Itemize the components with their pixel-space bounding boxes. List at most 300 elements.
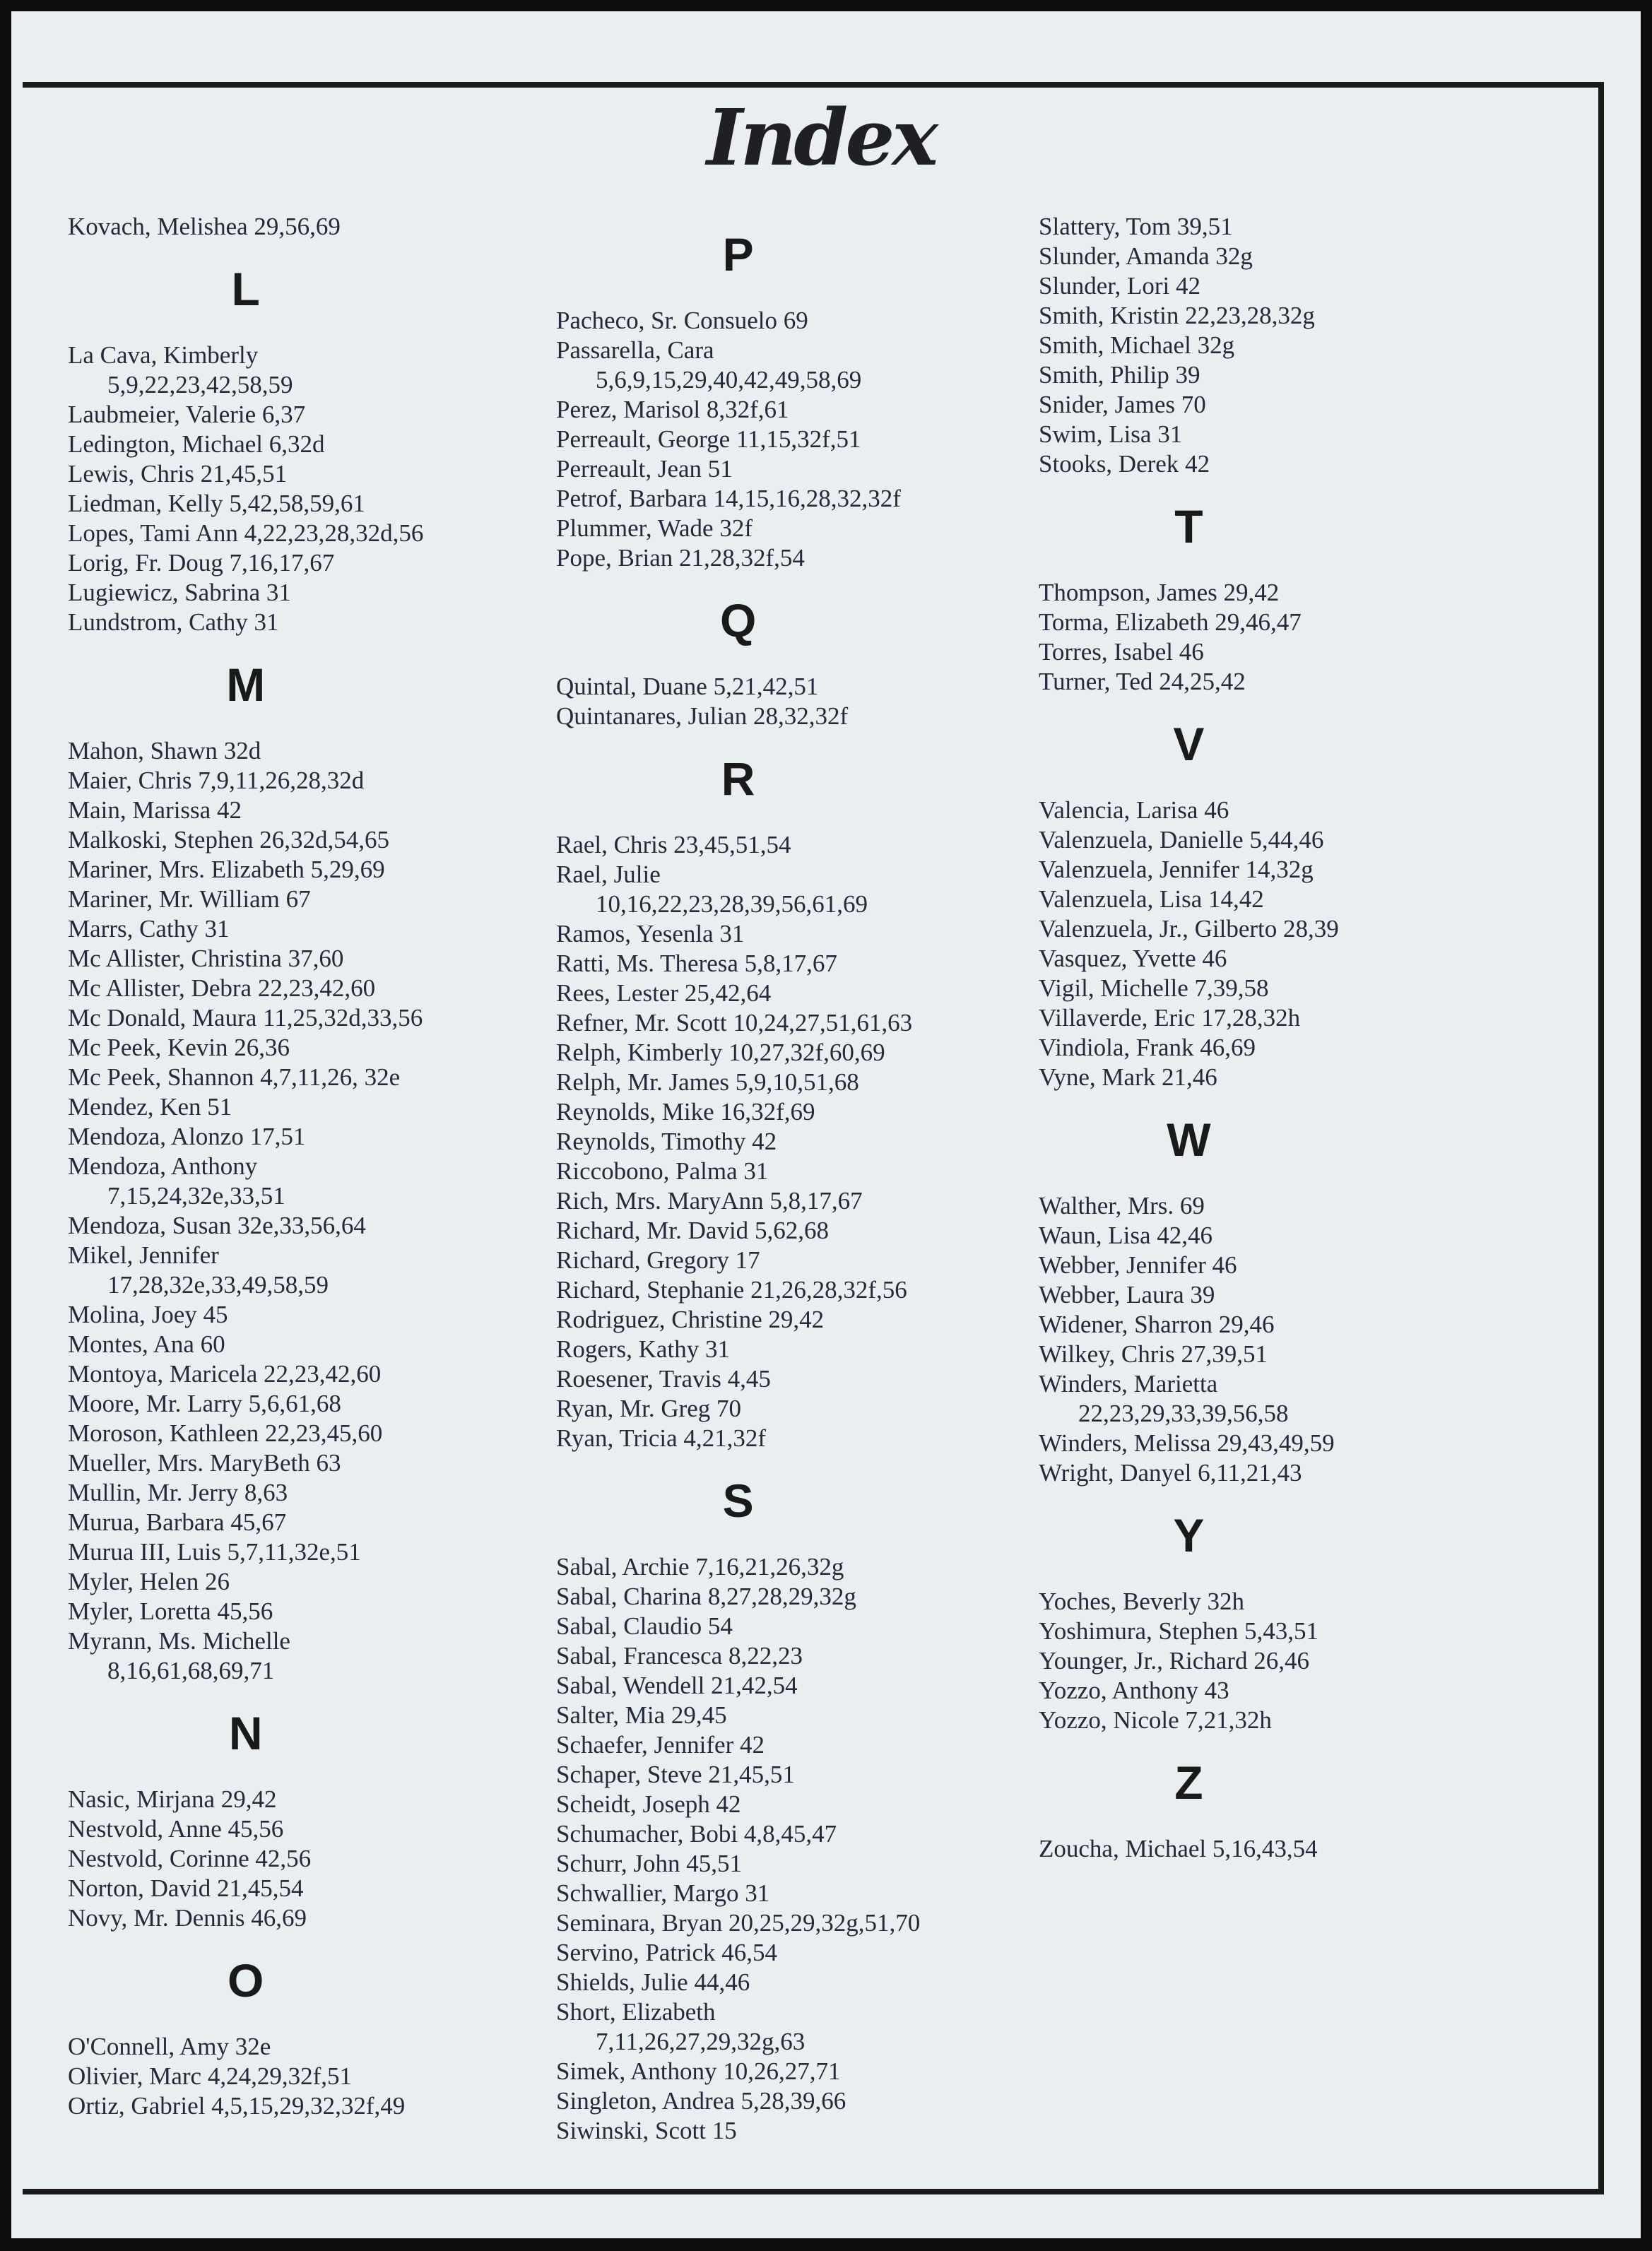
section-letter: V — [1173, 718, 1205, 770]
entry-name: Montoya, Maricela — [68, 1360, 258, 1388]
index-entry — [68, 1626, 423, 1686]
entry-name: Mc Peek, Kevin — [68, 1034, 228, 1061]
index-entry — [556, 1127, 920, 1157]
entry-name: Rich, Mrs. MaryAnn — [556, 1187, 764, 1215]
entry-name: Mikel, Jennifer — [68, 1241, 219, 1269]
index-entry — [68, 1537, 423, 1567]
entry-pages: 32f — [719, 514, 753, 542]
index-entry — [556, 2116, 920, 2146]
index-entry — [556, 1394, 920, 1424]
index-entry — [1039, 1063, 1339, 1092]
entry-pages: 7,39,58 — [1194, 974, 1269, 1002]
entry-name: Rogers, Kathy — [556, 1335, 700, 1363]
entry-pages: 4,21,32f — [683, 1424, 767, 1452]
entry-pages: 69 — [783, 307, 808, 334]
index-entry — [556, 1819, 920, 1849]
entry-pages: 7,15,24,32e,33,51 — [107, 1182, 285, 1210]
entry-pages: 29,42 — [220, 1785, 277, 1813]
entry-pages: 27,39,51 — [1181, 1340, 1268, 1368]
entry-name: Valenzuela, Jr., Gilberto — [1039, 915, 1278, 943]
entry-name: Valencia, Larisa — [1039, 796, 1198, 824]
entry-name: Wilkey, Chris — [1039, 1340, 1175, 1368]
index-entry — [1039, 1834, 1339, 1864]
entry-pages: 4,45 — [727, 1365, 771, 1393]
entry-name: Myler, Loretta — [68, 1597, 211, 1625]
entry-pages: 5,8,17,67 — [744, 950, 837, 977]
entry-pages: 42 — [752, 1128, 777, 1155]
entry-name: Rodriguez, Christine — [556, 1306, 762, 1333]
entry-name: Schwallier, Margo — [556, 1879, 739, 1907]
entry-name: Ledington, Michael — [68, 430, 264, 458]
index-entry — [1039, 667, 1339, 697]
entry-name: Petrof, Barbara — [556, 485, 707, 512]
entry-pages: 5,21,42,51 — [713, 673, 819, 700]
entry-name: Villaverde, Eric — [1039, 1004, 1196, 1032]
page-title: Index — [707, 92, 936, 183]
entry-name: Torma, Elizabeth — [1039, 608, 1209, 636]
entry-pages: 21,45,54 — [216, 1874, 304, 1902]
entry-pages: 5,6,9,15,29,40,42,49,58,69 — [596, 366, 862, 394]
entry-pages: 21,46 — [1162, 1063, 1217, 1091]
index-entry — [1039, 914, 1339, 944]
index-entry — [68, 1419, 423, 1448]
index-entry — [556, 1097, 920, 1127]
entry-name: Main, Marissa — [68, 796, 211, 824]
index-entry — [68, 1478, 423, 1508]
entry-name: Riccobono, Palma — [556, 1157, 738, 1185]
entry-pages: 22,23,42,60 — [257, 974, 376, 1002]
entry-pages: 42 — [740, 1731, 765, 1759]
entry-name: Sabal, Archie — [556, 1553, 690, 1581]
index-entry — [68, 736, 423, 766]
entry-pages: 4,7,11,26, 32e — [260, 1063, 401, 1091]
entry-name: Perez, Marisol — [556, 396, 701, 423]
entry-name: Stooks, Derek — [1039, 450, 1179, 478]
entry-name: Vigil, Michelle — [1039, 974, 1188, 1002]
entry-name: Olivier, Marc — [68, 2062, 202, 2090]
entry-name: Perreault, Jean — [556, 455, 702, 483]
index-entry — [1039, 1429, 1339, 1458]
index-entry — [68, 1211, 423, 1241]
entry-pages: 4,8,45,47 — [743, 1820, 837, 1848]
entry-pages: 63 — [316, 1449, 341, 1477]
entry-name: Reynolds, Timothy — [556, 1128, 746, 1155]
entry-name: Murua, Barbara — [68, 1508, 225, 1536]
entry-name: Quintanares, Julian — [556, 702, 748, 730]
entry-pages: 31 — [719, 920, 745, 947]
index-entry — [68, 1903, 423, 1933]
entry-name: Mendoza, Alonzo — [68, 1123, 244, 1150]
index-entry — [556, 1997, 920, 2057]
entry-pages: 11,25,32d,33,56 — [263, 1004, 423, 1032]
index-entry — [68, 1241, 423, 1300]
entry-pages: 46,69 — [251, 1904, 307, 1932]
index-entry — [68, 400, 423, 430]
entry-pages: 21,42,54 — [711, 1672, 798, 1699]
index-entry — [556, 1701, 920, 1730]
section-letter: W — [1167, 1113, 1211, 1166]
entry-name: Mc Donald, Maura — [68, 1004, 257, 1032]
entry-pages: 8,32f,61 — [706, 396, 789, 423]
entry-pages: 51 — [707, 455, 733, 483]
index-entry — [556, 1790, 920, 1819]
index-entry — [1039, 974, 1339, 1003]
index-entry — [68, 1152, 423, 1211]
entry-pages: 42,46 — [1157, 1222, 1213, 1249]
entry-name: Ratti, Ms. Theresa — [556, 950, 738, 977]
entry-pages: 46 — [1202, 945, 1227, 972]
entry-pages: 31 — [704, 1335, 730, 1363]
entry-name: Mendez, Ken — [68, 1093, 201, 1121]
index-entry — [1039, 301, 1339, 331]
entry-pages: 45 — [203, 1301, 228, 1328]
entry-name: Relph, Kimberly — [556, 1039, 723, 1066]
entry-name: Richard, Stephanie — [556, 1276, 745, 1304]
entry-pages: 42 — [216, 796, 242, 824]
entry-pages: 32e — [235, 2033, 271, 2060]
entry-pages: 21,28,32f,54 — [679, 544, 805, 572]
entry-name: Mariner, Mr. William — [68, 885, 280, 913]
index-entry — [556, 1186, 920, 1216]
entry-name: Lugiewicz, Sabrina — [68, 579, 261, 606]
entry-pages: 7,9,11,26,28,32d — [198, 767, 365, 794]
entry-pages: 67 — [285, 885, 311, 913]
entry-name: Lundstrom, Cathy — [68, 608, 248, 636]
index-entry — [556, 1671, 920, 1701]
entry-name: Yoches, Beverly — [1039, 1588, 1201, 1615]
index-entry — [68, 341, 423, 400]
index-entry — [68, 1300, 423, 1330]
entry-pages: 31 — [266, 579, 291, 606]
entry-name: Ortiz, Gabriel — [68, 2092, 206, 2120]
index-entry — [68, 914, 423, 944]
entry-pages: 70 — [716, 1395, 742, 1422]
entry-name: Norton, David — [68, 1874, 211, 1902]
index-entry — [1039, 944, 1339, 974]
entry-pages: 5,9,10,51,68 — [735, 1068, 859, 1096]
section-letter: N — [228, 1707, 263, 1759]
entry-pages: 46 — [1212, 1251, 1237, 1279]
index-entry — [68, 796, 423, 825]
index-entry — [556, 1008, 920, 1038]
index-entry — [68, 1330, 423, 1359]
entry-pages: 17 — [735, 1246, 760, 1274]
index-entry — [556, 1938, 920, 1968]
section-letter: Z — [1174, 1756, 1203, 1809]
entry-name: Vindiola, Frank — [1039, 1034, 1194, 1061]
index-entry — [68, 944, 423, 974]
section-letter: P — [722, 228, 754, 280]
index-entry — [556, 919, 920, 949]
entry-pages: 24,25,42 — [1159, 668, 1246, 695]
index-entry — [1039, 1033, 1339, 1063]
entry-name: Swim, Lisa — [1039, 420, 1152, 448]
index-entry — [1039, 578, 1339, 608]
entry-name: Seminara, Bryan — [556, 1909, 723, 1937]
entry-pages: 14,42 — [1208, 885, 1264, 913]
index-entry — [556, 1760, 920, 1790]
entry-pages: 5,6,61,68 — [248, 1390, 341, 1417]
entry-name: Quintal, Duane — [556, 673, 707, 700]
section-letter: S — [722, 1475, 754, 1527]
index-entry — [556, 1335, 920, 1364]
index-entry — [68, 1785, 423, 1814]
entry-name: Snider, James — [1039, 391, 1176, 418]
entry-name: Refner, Mr. Scott — [556, 1009, 727, 1036]
index-entry — [1039, 212, 1339, 242]
entry-name: Moore, Mr. Larry — [68, 1390, 242, 1417]
index-entry — [1039, 1706, 1339, 1735]
index-entry — [556, 1552, 920, 1582]
entry-pages: 26,46 — [1253, 1647, 1309, 1674]
entry-pages: 29,46,47 — [1215, 608, 1302, 636]
index-entry — [556, 979, 920, 1008]
entry-name: Short, Elizabeth — [556, 1998, 716, 2026]
entry-pages: 22,23,45,60 — [264, 1419, 383, 1447]
entry-name: Lewis, Chris — [68, 460, 194, 488]
entry-pages: 51 — [207, 1093, 232, 1121]
index-entry — [1039, 1191, 1339, 1221]
index-entry — [556, 425, 920, 454]
entry-name: Vasquez, Yvette — [1039, 945, 1196, 972]
entry-pages: 20,25,29,32g,51,70 — [728, 1909, 921, 1937]
entry-pages: 45,67 — [230, 1508, 287, 1536]
index-entry — [68, 578, 423, 608]
entry-name: Pope, Brian — [556, 544, 673, 572]
entry-name: Reynolds, Mike — [556, 1098, 714, 1126]
index-entry — [556, 1364, 920, 1394]
entry-pages: 29,42 — [1223, 579, 1280, 606]
index-entry — [1039, 1587, 1339, 1617]
entry-name: Schaper, Steve — [556, 1761, 702, 1788]
entry-pages: 21,45,51 — [200, 460, 288, 488]
entry-pages: 46,69 — [1200, 1034, 1256, 1061]
entry-pages: 6,37 — [261, 401, 306, 428]
index-entry — [1039, 1369, 1339, 1429]
entry-name: Ryan, Mr. Greg — [556, 1395, 711, 1422]
entry-pages: 8,22,23 — [728, 1642, 803, 1670]
index-entry — [68, 855, 423, 885]
index-entry — [68, 459, 423, 489]
entry-name: Waun, Lisa — [1039, 1222, 1151, 1249]
index-entry — [556, 860, 920, 919]
entry-pages: 10,24,27,51,61,63 — [733, 1009, 913, 1036]
entry-name: Mahon, Shawn — [68, 737, 218, 764]
index-entry — [556, 514, 920, 543]
index-entry — [556, 484, 920, 514]
entry-pages: 42,56 — [255, 1845, 312, 1872]
entry-pages: 23,45,51,54 — [673, 831, 791, 858]
entry-name: Liedman, Kelly — [68, 490, 223, 517]
index-entry — [1039, 637, 1339, 667]
entry-pages: 16,32f,69 — [720, 1098, 815, 1126]
index-entry — [556, 1216, 920, 1246]
index-entry — [556, 1305, 920, 1335]
index-entry — [556, 949, 920, 979]
index-entry — [556, 1582, 920, 1612]
entry-name: Winders, Marietta — [1039, 1370, 1218, 1398]
entry-name: Sabal, Francesca — [556, 1642, 723, 1670]
entry-pages: 6,11,21,43 — [1198, 1459, 1302, 1487]
index-entry — [556, 1641, 920, 1671]
entry-pages: 8,63 — [244, 1479, 288, 1506]
entry-name: Montes, Ana — [68, 1330, 194, 1358]
entry-pages: 4,22,23,28,32d,56 — [244, 519, 424, 547]
entry-pages: 26,36 — [234, 1034, 290, 1061]
entry-name: Sabal, Charina — [556, 1583, 702, 1610]
entry-pages: 10,16,22,23,28,39,56,61,69 — [596, 890, 868, 918]
entry-pages: 42 — [1176, 272, 1200, 300]
index-entry — [1039, 1310, 1339, 1340]
index-entry — [556, 1157, 920, 1186]
index-entry — [68, 1359, 423, 1389]
entry-pages: 28,39 — [1283, 915, 1339, 943]
entry-pages: 26 — [204, 1568, 230, 1595]
entry-pages: 32h — [1207, 1588, 1245, 1615]
entry-pages: 42 — [1185, 450, 1210, 478]
entry-pages: 17,28,32h — [1201, 1004, 1301, 1032]
entry-pages: 46 — [1179, 638, 1204, 666]
index-entry — [68, 2032, 423, 2062]
index-entry — [68, 489, 423, 519]
entry-pages: 8,27,28,29,32g — [707, 1583, 856, 1610]
index-entry — [68, 430, 423, 459]
entry-pages: 31 — [204, 915, 230, 943]
index-entry — [68, 1122, 423, 1152]
entry-pages: 45,51 — [686, 1850, 743, 1877]
index-entry — [1039, 1251, 1339, 1280]
entry-pages: 45,56 — [217, 1597, 273, 1625]
entry-name: Ryan, Tricia — [556, 1424, 678, 1452]
index-entry — [68, 1063, 423, 1092]
section-letter: T — [1174, 500, 1203, 553]
index-entry — [68, 766, 423, 796]
index-entry — [556, 1246, 920, 1275]
entry-name: Thompson, James — [1039, 579, 1217, 606]
entry-name: Valenzuela, Danielle — [1039, 826, 1244, 853]
index-entry — [68, 1448, 423, 1478]
entry-name: Sabal, Wendell — [556, 1672, 705, 1699]
entry-name: Turner, Ted — [1039, 668, 1153, 695]
entry-name: Smith, Philip — [1039, 361, 1169, 389]
entry-name: Servino, Patrick — [556, 1939, 716, 1966]
entry-pages: 4,5,15,29,32,32f,49 — [211, 2092, 406, 2120]
entry-pages: 46,54 — [721, 1939, 778, 1966]
entry-pages: 7,21,32h — [1185, 1706, 1272, 1734]
entry-name: Mendoza, Susan — [68, 1212, 232, 1239]
entry-name: Rael, Chris — [556, 831, 668, 858]
entry-pages: 22,23,28,32g — [1185, 302, 1315, 329]
entry-pages: 22,23,29,33,39,56,58 — [1078, 1400, 1289, 1427]
entry-pages: 14,15,16,28,32,32f — [713, 485, 901, 512]
entry-name: Torres, Isabel — [1039, 638, 1173, 666]
entry-pages: 7,16,17,67 — [229, 549, 335, 577]
entry-pages: 37,60 — [288, 945, 344, 972]
entry-name: O'Connell, Amy — [68, 2033, 229, 2060]
entry-name: Rees, Lester — [556, 979, 678, 1007]
index-entry — [1039, 271, 1339, 301]
index-entry — [1039, 1003, 1339, 1033]
section-letter: L — [231, 263, 260, 315]
entry-name: Pacheco, Sr. Consuelo — [556, 307, 778, 334]
entry-name: Shields, Julie — [556, 1968, 688, 1996]
entry-name: Zoucha, Michael — [1039, 1835, 1207, 1862]
index-entry — [556, 336, 920, 395]
entry-pages: 44,46 — [694, 1968, 750, 1996]
entry-name: Nestvold, Anne — [68, 1815, 222, 1843]
index-entry — [1039, 608, 1339, 637]
entry-pages: 21,45,51 — [708, 1761, 795, 1788]
index-entry — [68, 1597, 423, 1626]
entry-pages: 31 — [1157, 420, 1183, 448]
entry-pages: 17,28,32e,33,49,58,59 — [107, 1271, 329, 1299]
entry-pages: 5,43,51 — [1244, 1617, 1319, 1645]
section-letter: O — [228, 1954, 264, 2007]
entry-name: Schurr, John — [556, 1850, 680, 1877]
entry-pages: 39,51 — [1176, 213, 1233, 240]
entry-name: Winders, Melissa — [1039, 1429, 1211, 1457]
index-entry — [1039, 390, 1339, 420]
index-entry — [1039, 242, 1339, 271]
entry-pages: 14,32g — [1245, 856, 1314, 883]
entry-name: Roesener, Travis — [556, 1365, 721, 1393]
entry-name: Molina, Joey — [68, 1301, 197, 1328]
entry-pages: 5,28,39,66 — [741, 2087, 846, 2115]
index-entry — [68, 2091, 423, 2121]
entry-name: Passarella, Cara — [556, 336, 714, 364]
entry-pages: 10,26,27,71 — [723, 2057, 841, 2085]
index-entry — [1039, 331, 1339, 360]
entry-pages: 32g — [1215, 242, 1253, 270]
entry-name: Schumacher, Bobi — [556, 1820, 738, 1848]
entry-pages: 25,42,64 — [684, 979, 772, 1007]
entry-name: Siwinski, Scott — [556, 2117, 706, 2144]
entry-name: Vyne, Mark — [1039, 1063, 1156, 1091]
entry-pages: 32d — [223, 737, 261, 764]
entry-name: Mariner, Mrs. Elizabeth — [68, 856, 305, 883]
index-entry — [1039, 1221, 1339, 1251]
entry-name: Yoshimura, Stephen — [1039, 1617, 1239, 1645]
entry-pages: 15 — [712, 2117, 737, 2144]
entry-name: Valenzuela, Lisa — [1039, 885, 1203, 913]
entry-pages: 32g — [1197, 331, 1235, 359]
entry-name: Yozzo, Anthony — [1039, 1677, 1198, 1704]
index-entry — [556, 454, 920, 484]
entry-pages: 70 — [1181, 391, 1206, 418]
entry-name: Slunder, Lori — [1039, 272, 1170, 300]
entry-pages: 29,46 — [1218, 1311, 1275, 1338]
entry-pages: 21,26,28,32f,56 — [750, 1276, 907, 1304]
entry-name: Mendoza, Anthony — [68, 1152, 258, 1180]
index-entry — [68, 825, 423, 855]
index-entry — [68, 1567, 423, 1597]
entry-name: La Cava, Kimberly — [68, 341, 259, 369]
index-entry — [68, 1003, 423, 1033]
entry-name: Smith, Michael — [1039, 331, 1191, 359]
index-entry — [68, 1389, 423, 1419]
index-entry — [68, 885, 423, 914]
index-entry — [556, 2086, 920, 2116]
entry-name: Relph, Mr. James — [556, 1068, 729, 1096]
entry-name: Murua III, Luis — [68, 1538, 221, 1566]
entry-name: Schaefer, Jennifer — [556, 1731, 734, 1759]
index-entry — [68, 1814, 423, 1844]
entry-pages: 5,42,58,59,61 — [229, 490, 365, 517]
entry-pages: 69 — [1179, 1192, 1205, 1219]
entry-name: Perreault, George — [556, 425, 731, 453]
entry-name: Scheidt, Joseph — [556, 1790, 710, 1818]
index-entry — [68, 1844, 423, 1874]
